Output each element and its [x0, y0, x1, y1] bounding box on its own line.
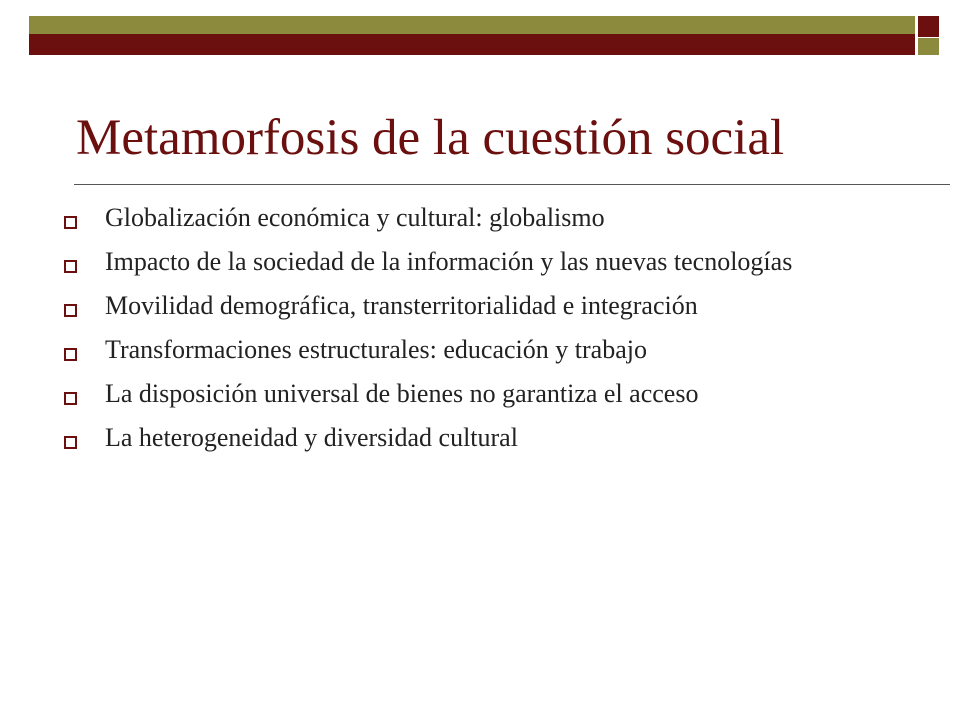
hollow-square-icon: [64, 392, 77, 405]
list-item: [60, 290, 920, 322]
header-band-red: [29, 34, 915, 55]
list-item: [60, 246, 920, 278]
bullet-text: Globalización económica y cultural: globalismo: [105, 203, 605, 232]
hollow-square-icon: [64, 304, 77, 317]
hollow-square-icon: [64, 216, 77, 229]
bullet-text: Movilidad demográfica, transterritorialidad e integración: [105, 291, 698, 320]
list-item: [60, 422, 920, 454]
list-item: [60, 334, 920, 366]
hollow-square-icon: [64, 348, 77, 361]
header-square-olive: [918, 38, 939, 55]
bullet-text: La disposición universal de bienes no garantiza el acceso: [105, 379, 699, 408]
header-band-olive: [29, 16, 915, 34]
header-square-red: [918, 16, 939, 37]
bullet-text: Transformaciones estructurales: educación y trabajo: [105, 335, 647, 364]
list-item: [60, 202, 920, 234]
bullet-text: Impacto de la sociedad de la información y las nuevas tecnologías: [105, 247, 793, 276]
bullet-text: La heterogeneidad y diversidad cultural: [105, 423, 518, 452]
hollow-square-icon: [64, 260, 77, 273]
hollow-square-icon: [64, 436, 77, 449]
title-divider: [74, 184, 950, 185]
bullet-list: [60, 202, 920, 466]
slide-title: Metamorfosis de la cuestión social: [76, 110, 785, 166]
list-item: [60, 378, 920, 410]
